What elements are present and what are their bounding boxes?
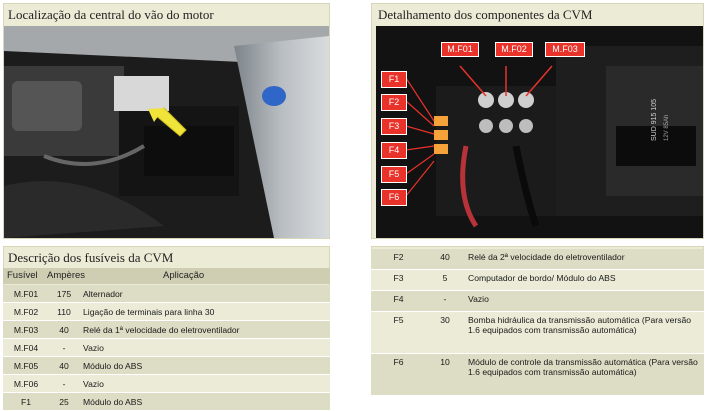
battery-rating-text: 12V 85Ah [664,114,670,141]
fuse-id: F6 [371,354,426,396]
fuse-id: M.F03 [3,321,49,339]
table-row [371,312,704,354]
fuse-amps: - [49,339,79,357]
col-fuse-header: Fusível [7,270,38,281]
label-mf02: M.F02 [495,42,533,57]
fuse-id: M.F04 [3,339,49,357]
fuse-id: F5 [371,312,426,354]
table-row [371,291,704,312]
fuse-application: Computador de bordo/ Módulo do ABS [464,270,704,291]
label-f2: F2 [381,94,407,111]
fuse-amps: 175 [49,285,79,303]
table-row [3,357,330,375]
table-row [371,270,704,291]
fuse-id: F4 [371,291,426,312]
fuse-amps: 10 [426,354,464,396]
fuse-amps: 40 [426,249,464,270]
fuse-id: M.F01 [3,285,49,303]
label-mf03: M.F03 [545,42,585,57]
fuse-application: Vazio [79,375,330,393]
cvm-detail-title: Detalhamento dos componentes da CVM [378,7,593,22]
label-mf01: M.F01 [441,42,479,57]
table-row [3,375,330,393]
table-row [3,393,330,411]
fuse-application: Ligação de terminais para linha 30 [79,303,330,321]
table-row [3,303,330,321]
label-f4: F4 [381,142,407,159]
fuse-application: Módulo do ABS [79,357,330,375]
fuse-id: F2 [371,249,426,270]
fuse-application: Módulo de controle da transmissão automática (Para versão 1.6 equipados com transmissão automática) [464,354,704,396]
fuse-table-right [371,249,704,396]
fuse-id: M.F06 [3,375,49,393]
table-row [3,321,330,339]
table-row [3,285,330,303]
cvm-illustration [376,26,703,238]
fuse-application: Vazio [464,291,704,312]
fuse-application: Relé da 2ª velocidade do eletroventilador [464,249,704,270]
fuse-application: Relé da 1ª velocidade do eletroventilador [79,321,330,339]
fuse-table-left [3,285,330,411]
fuse-description-title: Descrição dos fusíveis da CVM [8,250,174,265]
label-f5: F5 [381,166,407,183]
fuse-id: F3 [371,270,426,291]
fuse-amps: - [49,375,79,393]
engine-bay-photo [4,26,329,238]
fuse-table-header [3,268,330,284]
fuse-amps: 25 [49,393,79,411]
fuse-id: F1 [3,393,49,411]
engine-bay-title: Localização da central do vão do motor [8,7,214,22]
label-f1: F1 [381,71,407,88]
table-row [371,354,704,396]
fuse-amps: 40 [49,321,79,339]
engine-bay-illustration [4,26,329,238]
cvm-photo [376,26,703,238]
fuse-application: Alternador [79,285,330,303]
label-f3: F3 [381,118,407,135]
battery-code-text: SUD 915 105 [651,98,658,141]
table-row [3,339,330,357]
table-row [371,249,704,270]
col-app-header: Aplicação [163,270,205,281]
fuse-id: M.F05 [3,357,49,375]
fuse-amps: 110 [49,303,79,321]
fuse-application: Bomba hidráulica da transmissão automática (Para versão 1.6 equipados com transmissão automática) [464,312,704,354]
label-f6: F6 [381,189,407,206]
fuse-amps: - [426,291,464,312]
fuse-application: Módulo do ABS [79,393,330,411]
fuse-amps: 30 [426,312,464,354]
fuse-amps: 40 [49,357,79,375]
fuse-amps: 5 [426,270,464,291]
fuse-id: M.F02 [3,303,49,321]
fuse-application: Vazio [79,339,330,357]
col-amps-header: Ampères [47,270,86,281]
